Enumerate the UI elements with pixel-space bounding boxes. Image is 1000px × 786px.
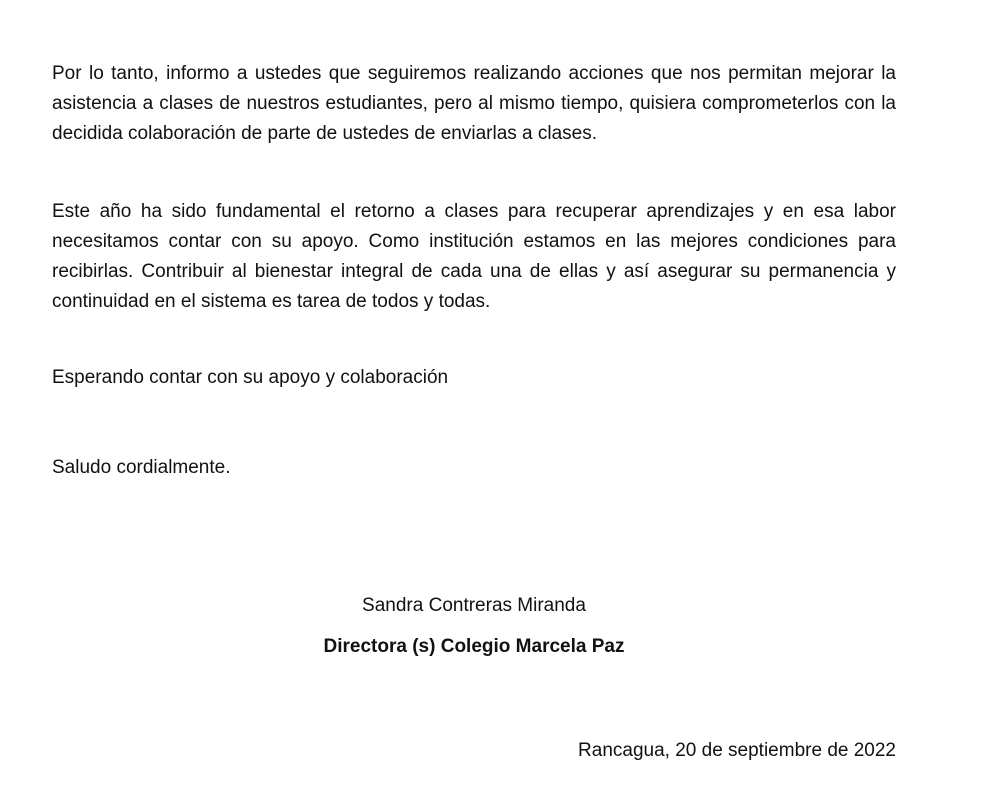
signer-name: Sandra Contreras Miranda (362, 595, 586, 616)
paragraph-return-to-classes: Este año ha sido fundamental el retorno a clases para recuperar aprendizajes y en esa labor necesitamos contar con su apoyo. Como institución estamos en las mejores condiciones para recibirlas. Contribuir al bienestar integral de cada una de ellas y así asegurar su permanencia y continuidad en el sistema es tarea de todos y todas. (52, 201, 896, 312)
signer-title: Directora (s) Colegio Marcela Paz (323, 636, 625, 657)
place-and-date: Rancagua, 20 de septiembre de 2022 (578, 740, 896, 761)
closing-salutation: Saludo cordialmente. (52, 457, 231, 478)
paragraph-support-request: Esperando contar con su apoyo y colaboración (52, 367, 449, 388)
paragraph-attendance: Por lo tanto, informo a ustedes que seguiremos realizando acciones que nos permitan mejorar la asistencia a clases de nuestros estudiantes, pero al mismo tiempo, quisiera comprometerlos con la decidida colaboración de parte de ustedes de enviarlas a clases. (52, 63, 896, 144)
